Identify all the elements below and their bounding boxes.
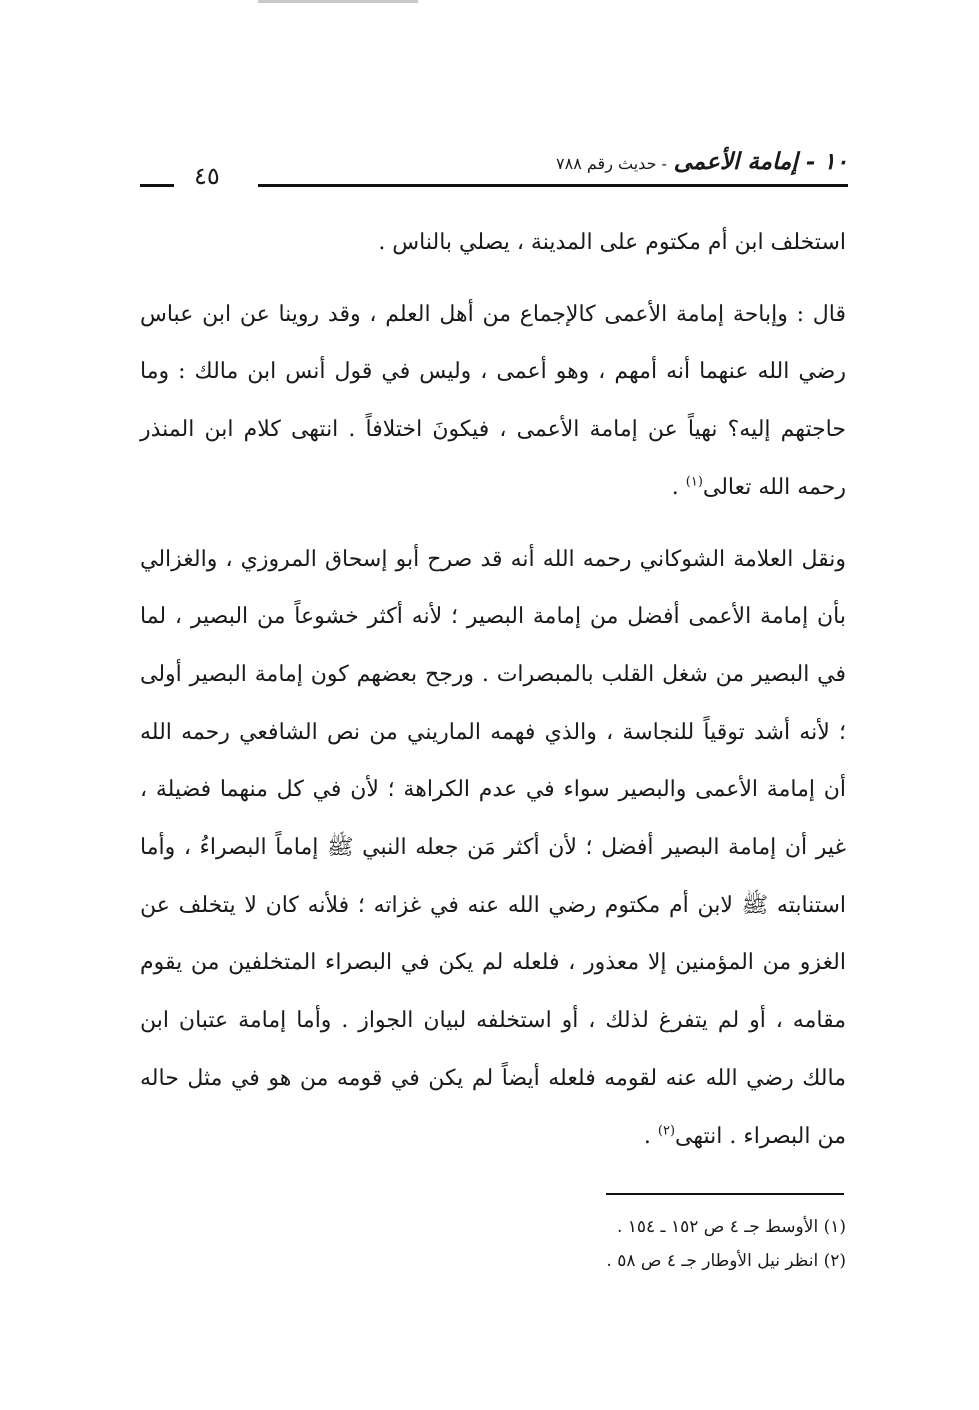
main-text	[140, 214, 846, 1165]
footnote-separator	[606, 1193, 844, 1195]
footnotes	[400, 1210, 846, 1278]
header-rule-short	[140, 184, 174, 187]
paragraph-text: ونقل العلامة الشوكاني رحمه الله أنه قد صرح أبو إسحاق المروزي ، والغزالي بأن إمامة الأعمى أفضل من إمامة البصير ؛ لأنه أكثر خشوعاً من البصير ، لما في البصير من شغل القلب بالمبصرات . ورجح بعضهم كون إمامة البصير أولى ؛ لأنه أشد توقياً للنجاسة ، والذي فهمه الماريني من نص الشافعي رحمه الله أن إمامة الأعمى والبصير سواء في عدم الكراهة ؛ لأن في كل منهما فضيلة ، غير أن إمامة البصير أفضل ؛ لأن أكثر مَن جعله النبي ﷺ إماماً البصراءُ ، وأما استنابته ﷺ لابن أم مكتوم رضي الله عنه في غزاته ؛ فلأنه كان لا يتخلف عن الغزو من المؤمنين إلا معذور ، فلعله لم يكن في البصراء المتخلفين من يقوم مقامه ، أو لم يتفرغ لذلك ، أو استخلفه لبيان الجواز . وأما إمامة عتبان ابن مالك رضي الله عنه لقومه فلعله أيضاً لم يكن في قومه من هو في مثل حاله من البصراء . انتهى	[140, 546, 846, 1149]
header-rule	[258, 184, 848, 187]
footnote-ref[interactable]: (٢)	[657, 1123, 676, 1139]
paragraph	[140, 531, 846, 1166]
running-header	[140, 150, 848, 200]
paragraph-end: .	[643, 1123, 658, 1149]
footnote-ref[interactable]: (١)	[685, 474, 703, 490]
paragraph-text: قال : وإباحة إمامة الأعمى كالإجماع من أهل العلم ، وقد روينا عن ابن عباس رضي الله عنهما أنه أمهم ، وهو أعمى ، وليس في قول أنس ابن مالك : وما حاجتهم إليه؟ نهياً عن إمامة الأعمى ، فيكونَ اختلافاً . انتهى كلام ابن المنذر رحمه الله تعالى	[140, 301, 846, 500]
footnote: (٢) انظر نيل الأوطار جـ ٤ ص ٥٨ .	[606, 1251, 846, 1271]
footnote: (١) الأوسط جـ ٤ ص ١٥٢ ـ ١٥٤ .	[616, 1217, 846, 1237]
paragraph-end: .	[671, 474, 686, 500]
hadith-reference: - حديث رقم ٧٨٨	[556, 154, 667, 173]
paragraph: استخلف ابن أم مكتوم على المدينة ، يصلي بالناس .	[378, 230, 846, 255]
paragraph	[140, 286, 846, 517]
page-number: ٤٥	[194, 162, 220, 190]
chapter-title: ١٠ - إمامة الأعمى	[673, 148, 848, 175]
header-title	[556, 150, 848, 176]
scan-edge-line	[258, 0, 418, 3]
